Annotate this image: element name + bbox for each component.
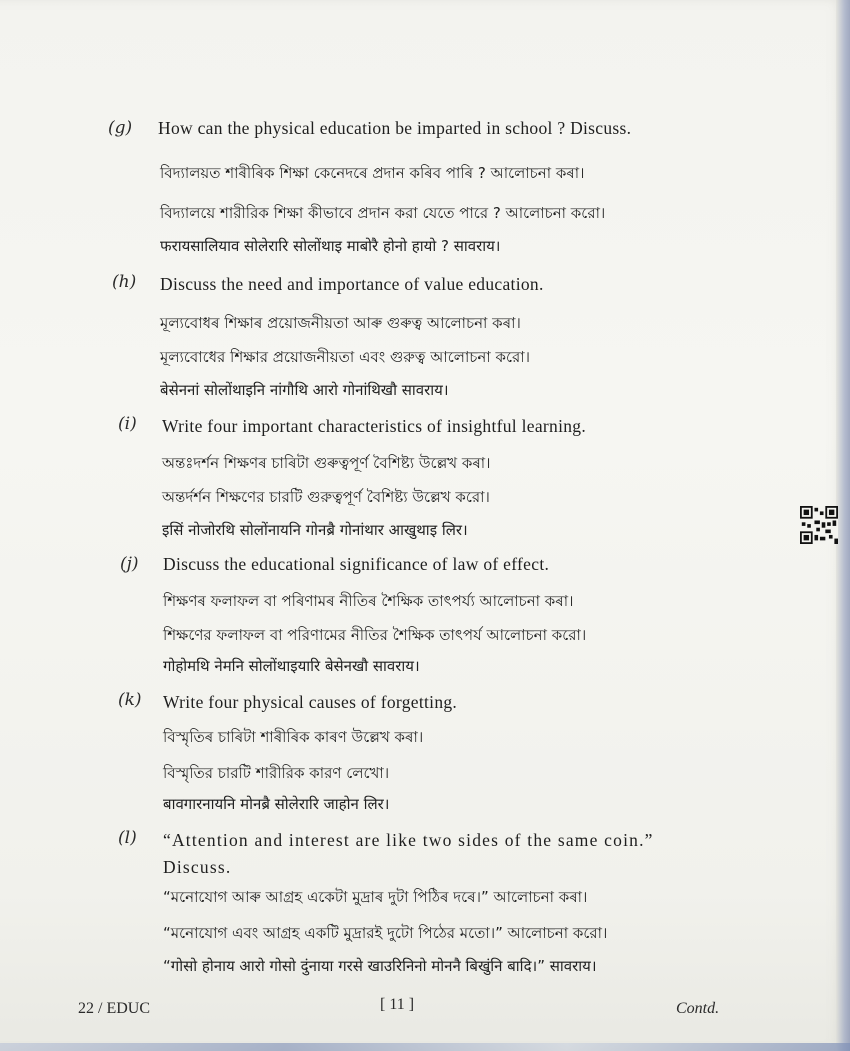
question-bengali: বিস্মৃতির চারটি শারীরিক কারণ লেখো। xyxy=(163,764,390,782)
question-bengali: “মনোযোগ এবং আগ্রহ একটি মুদ্রারই দুটো পিঠের মতো।” আলোচনা করো। xyxy=(163,924,608,942)
question-assamese: অন্তঃদৰ্শন শিক্ষণৰ চাৰিটা গুৰুত্বপূৰ্ণ বৈশিষ্ট্য উল্লেখ কৰা। xyxy=(162,454,491,472)
scan-bottom-edge xyxy=(0,1043,850,1051)
question-assamese: মূল্যবোধৰ শিক্ষাৰ প্ৰয়োজনীয়তা আৰু গুৰুত্ব আলোচনা কৰা। xyxy=(160,314,521,332)
question-label: (g) xyxy=(108,118,133,138)
question-bodo: बावगारनायनि मोनब्रै सोलेरारि जाहोन लिर। xyxy=(163,795,390,813)
continued-label: Contd. xyxy=(676,1000,720,1017)
question-bengali: বিদ্যালয়ে শারীরিক শিক্ষা কীভাবে প্রদান করা যেতে পারে ? আলোচনা করো। xyxy=(160,204,606,222)
question-label: (h) xyxy=(112,272,137,292)
question-assamese: বিদ্যালয়ত শাৰীৰিক শিক্ষা কেনেদৰে প্ৰদান কৰিব পাৰি ? আলোচনা কৰা। xyxy=(160,164,585,182)
scan-edge-shadow xyxy=(836,0,850,1051)
question-english: “Attention and interest are like two sides of the same coin.” xyxy=(163,830,654,850)
page-number: [ 11 ] xyxy=(380,996,415,1013)
question-label: (j) xyxy=(120,554,139,574)
question-bodo: इसिं नोजोरथि सोलोंनायनि गोनब्रै गोनांथार आखुथाइ लिर। xyxy=(162,521,468,539)
question-label: (i) xyxy=(118,414,137,434)
question-bengali: মূল্যবোধের শিক্ষার প্রয়োজনীয়তা এবং গুরুত্ব আলোচনা করো। xyxy=(160,348,530,366)
question-bodo: गोहोमथि नेमनि सोलोंथाइयारि बेसेनखौ सावराय। xyxy=(163,657,420,675)
question-label: (l) xyxy=(118,828,137,848)
question-bodo: “गोसो होनाय आरो गोसो दुंनाया गरसे खाउरिनिनो मोननै बिखुंनि बादि।” सावराय। xyxy=(163,957,597,975)
question-assamese: শিক্ষণৰ ফলাফল বা পৰিণামৰ নীতিৰ শৈক্ষিক তাৎপৰ্য্য আলোচনা কৰা। xyxy=(163,592,574,610)
question-bodo: बेसेननां सोलोंथाइनि नांगौथि आरो गोनांथिखौ सावराय। xyxy=(160,381,449,399)
question-english: How can the physical education be imparted in school ? Discuss. xyxy=(158,118,632,138)
question-assamese: “মনোযোগ আৰু আগ্ৰহ একেটা মুদ্ৰাৰ দুটা পিঠিৰ দৰে।” আলোচনা কৰা। xyxy=(163,888,588,906)
question-label: (k) xyxy=(118,690,142,710)
question-bengali: অন্তর্দর্শন শিক্ষণের চারটি গুরুত্বপূর্ণ বৈশিষ্ট্য উল্লেখ করো। xyxy=(162,488,490,506)
question-english: Discuss the educational significance of law of effect. xyxy=(163,554,550,574)
question-english: Write four important characteristics of insightful learning. xyxy=(162,416,587,436)
question-assamese: বিস্মৃতিৰ চাৰিটা শাৰীৰিক কাৰণ উল্লেখ কৰা। xyxy=(163,728,424,746)
question-english-continued: Discuss. xyxy=(163,857,232,877)
question-english: Discuss the need and importance of value education. xyxy=(160,274,544,294)
question-english: Write four physical causes of forgetting. xyxy=(163,692,458,712)
question-bengali: শিক্ষণের ফলাফল বা পরিণামের নীতির শৈক্ষিক তাৎপর্য আলোচনা করো। xyxy=(163,626,587,644)
qr-code-icon xyxy=(800,506,838,544)
paper-code: 22 / EDUC xyxy=(78,1000,150,1017)
question-bodo: फरायसालियाव सोलेरारि सोलोंथाइ माबोरै होनो हायो ? सावराय। xyxy=(160,237,501,255)
